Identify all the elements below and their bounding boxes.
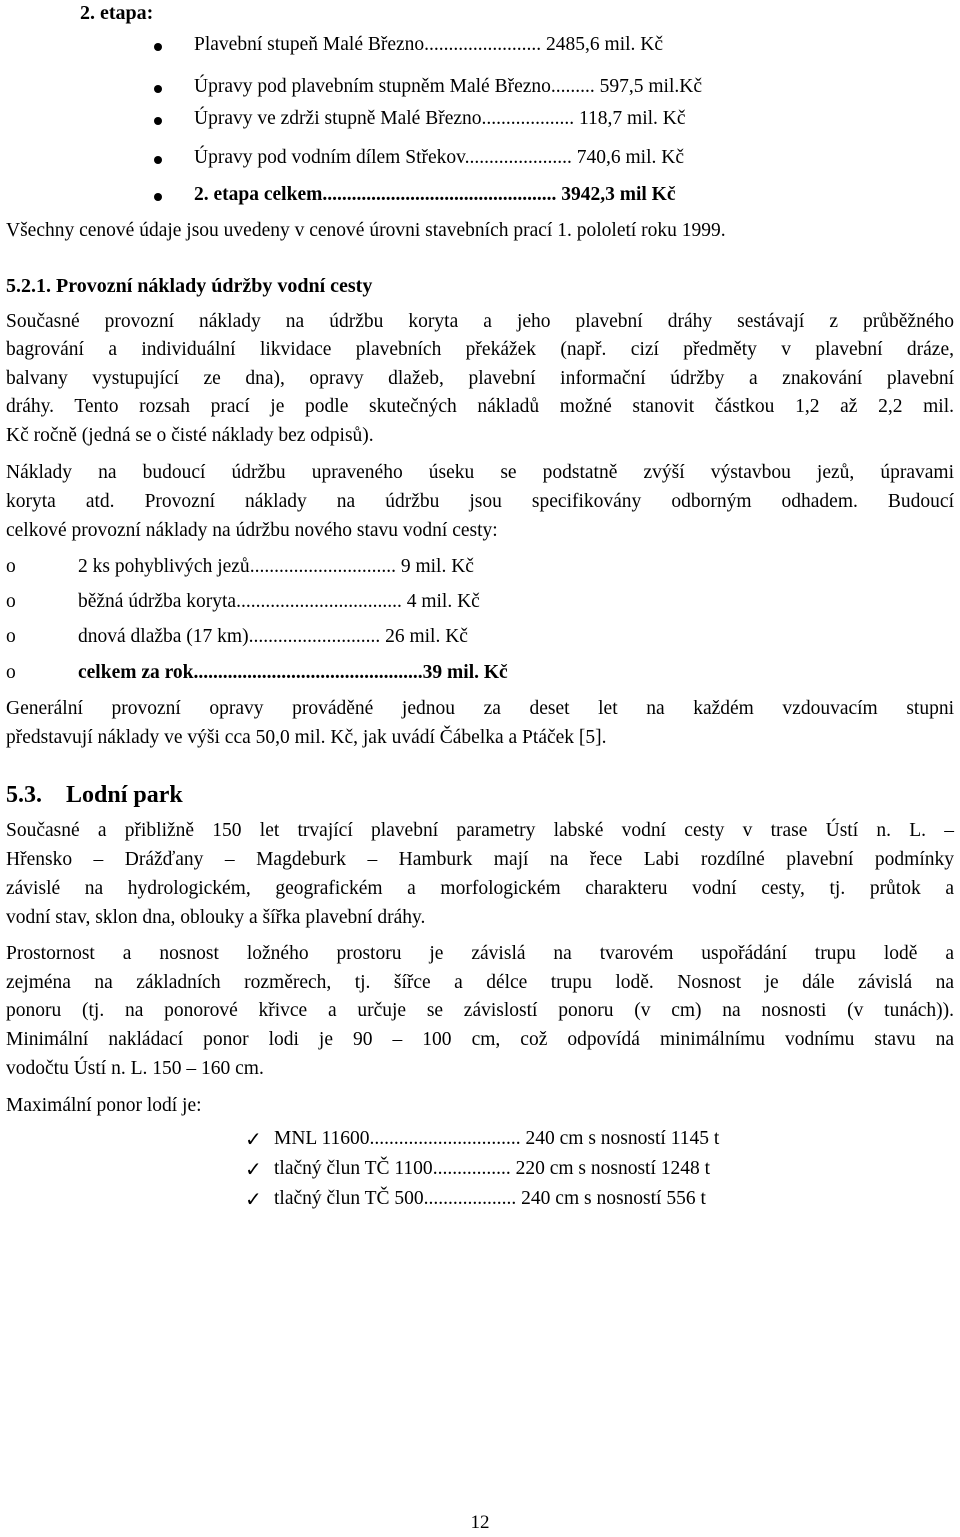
list-item [194,108,686,130]
item-value: 26 mil. Kč [380,626,468,647]
stage-heading: 2. etapa: [80,2,154,24]
item-dots: ......... [550,76,595,97]
bullet-icon [154,193,162,201]
item-dots: ................ [432,1158,511,1179]
section-title-53: Lodní park [66,782,183,808]
list-item [274,1158,710,1180]
text-line: ponoru (tj. na ponorové křivce a určuje se závislostí ponoru (v cm) na nosnosti (v tunách)). [6,1000,954,1021]
item-name: dnová dlažba (17 km) [78,626,249,647]
item-dots: ................... [481,108,575,129]
section-heading-521: 5.2.1. Provozní náklady údržby vodní cesty [6,275,373,297]
text-line: představují náklady ve výši cca 50,0 mil. Kč, jak uvádí Čábelka a Ptáček [5]. [6,727,607,748]
item-name: tlačný člun TČ 1100 [274,1158,433,1179]
text-line: Kč ročně (jedná se o čisté náklady bez odpisů). [6,425,374,446]
list-item [274,1188,706,1210]
checkmark-icon: ✓ [245,1187,262,1211]
list-item-total [194,184,676,206]
list-item [78,626,468,648]
text-line: Náklady na budoucí údržbu upraveného úseku se podstatně zvýší výstavbou jezů, úpravami [6,462,954,483]
list-item [274,1128,719,1150]
item-dots: ........................... [248,626,381,647]
item-value: 740,6 mil. Kč [571,147,684,168]
item-value: 240 cm s nosností 1145 t [520,1128,720,1149]
text-line: Současné a přibližně 150 let trvající plavební parametry labské vodní cesty v trase Ústí n. L. – [6,820,954,841]
list-marker: o [6,662,16,683]
text-line: závislé na hydrologickém, geografickém a morfologickém charakteru vodní cesty, tj. průtok a [6,878,954,899]
list-marker: o [6,591,16,612]
text-line: zejména na základních rozměrech, tj. šířce a délce trupu lodě. Nosnost je dále závislá na [6,972,954,993]
item-value: 4 mil. Kč [401,591,480,612]
item-dots: ................................................ [322,184,557,205]
item-name: Úpravy pod vodním dílem Střekov [194,147,465,168]
text-line: Generální provozní opravy prováděné jednou za deset let na každém vzdouvacím stupni [6,698,954,719]
item-name: 2. etapa celkem [194,184,323,205]
item-dots: ...................... [464,147,572,168]
item-value: 2485,6 mil. Kč [541,34,664,55]
list-item [194,34,663,56]
list-item [194,76,702,98]
item-value: 597,5 mil.Kč [594,76,702,97]
text-line: Současné provozní náklady na údržbu koryta a jeho plavební dráhy sestávají z průběžného [6,311,954,332]
item-value: 220 cm s nosností 1248 t [510,1158,711,1179]
bullet-icon [154,156,162,164]
list-item [78,591,480,613]
item-name: běžná údržba koryta [78,591,237,612]
list-item [194,147,684,169]
item-name: Úpravy ve zdrži stupně Malé Březno [194,108,482,129]
bullet-icon [154,117,162,125]
list-marker: o [6,626,16,647]
list-item [78,556,474,578]
item-name: tlačný člun TČ 500 [274,1188,424,1209]
checkmark-icon: ✓ [245,1127,262,1151]
price-note: Všechny cenové údaje jsou uvedeny v cenové úrovni stavebních prací 1. pololetí roku 1999. [6,220,726,241]
item-name: MNL 11600 [274,1128,370,1149]
text-line: vodočtu Ústí n. L. 150 – 160 cm. [6,1058,264,1079]
item-name: 2 ks pohyblivých jezů [78,556,250,577]
section-number-53: 5.3. [6,782,42,808]
list-item-total [78,662,508,684]
item-dots: ................... [423,1188,517,1209]
bullet-icon [154,85,162,93]
item-value: 3942,3 mil Kč [556,184,676,205]
draft-intro: Maximální ponor lodí je: [6,1095,202,1116]
item-dots: ........................ [424,34,542,55]
item-dots: .............................. [249,556,396,577]
text-line: bagrování a individuální likvidace plavebních překážek (např. cizí předměty v plavební dráze, [6,339,954,360]
text-line: Minimální nakládací ponor lodi je 90 – 100 cm, což odpovídá minimálnímu vodnímu stavu na [6,1029,954,1050]
text-line: dráhy. Tento rozsah prací je podle skutečných nákladů možné stanovit částkou 1,2 až 2,2 mil. [6,396,954,417]
page-number: 12 [470,1512,490,1533]
item-dots: ............................... [369,1128,521,1149]
text-line: Hřensko – Drážďany – Magdeburk – Hamburk mají na řece Labi rozdílné plavební podmínky [6,849,954,870]
item-dots: .................................. [236,591,402,612]
item-value: 9 mil. Kč [395,556,474,577]
text-line: balvany vystupující ze dna), opravy dlažeb, plavební informační údržby a znakování plavební [6,368,954,389]
item-name: celkem za rok [78,662,194,683]
bullet-icon [154,43,162,51]
item-value: 118,7 mil. Kč [574,108,686,129]
text-line: celkové provozní náklady na údržbu nového stavu vodní cesty: [6,520,498,541]
checkmark-icon: ✓ [245,1157,262,1181]
item-name: Úpravy pod plavebním stupněm Malé Březno [194,76,551,97]
item-name: Plavební stupeň Malé Březno [194,34,425,55]
text-line: Prostornost a nosnost ložného prostoru je závislá na tvarovém uspořádání trupu lodě a [6,943,954,964]
item-value: 240 cm s nosností 556 t [516,1188,706,1209]
text-line: koryta atd. Provozní náklady na údržbu jsou specifikovány odborným odhadem. Budoucí [6,491,954,512]
item-value: 39 mil. Kč [422,662,508,683]
text-line: vodní stav, sklon dna, oblouky a šířka plavební dráhy. [6,907,426,928]
list-marker: o [6,556,16,577]
item-dots: ............................................... [193,662,423,683]
